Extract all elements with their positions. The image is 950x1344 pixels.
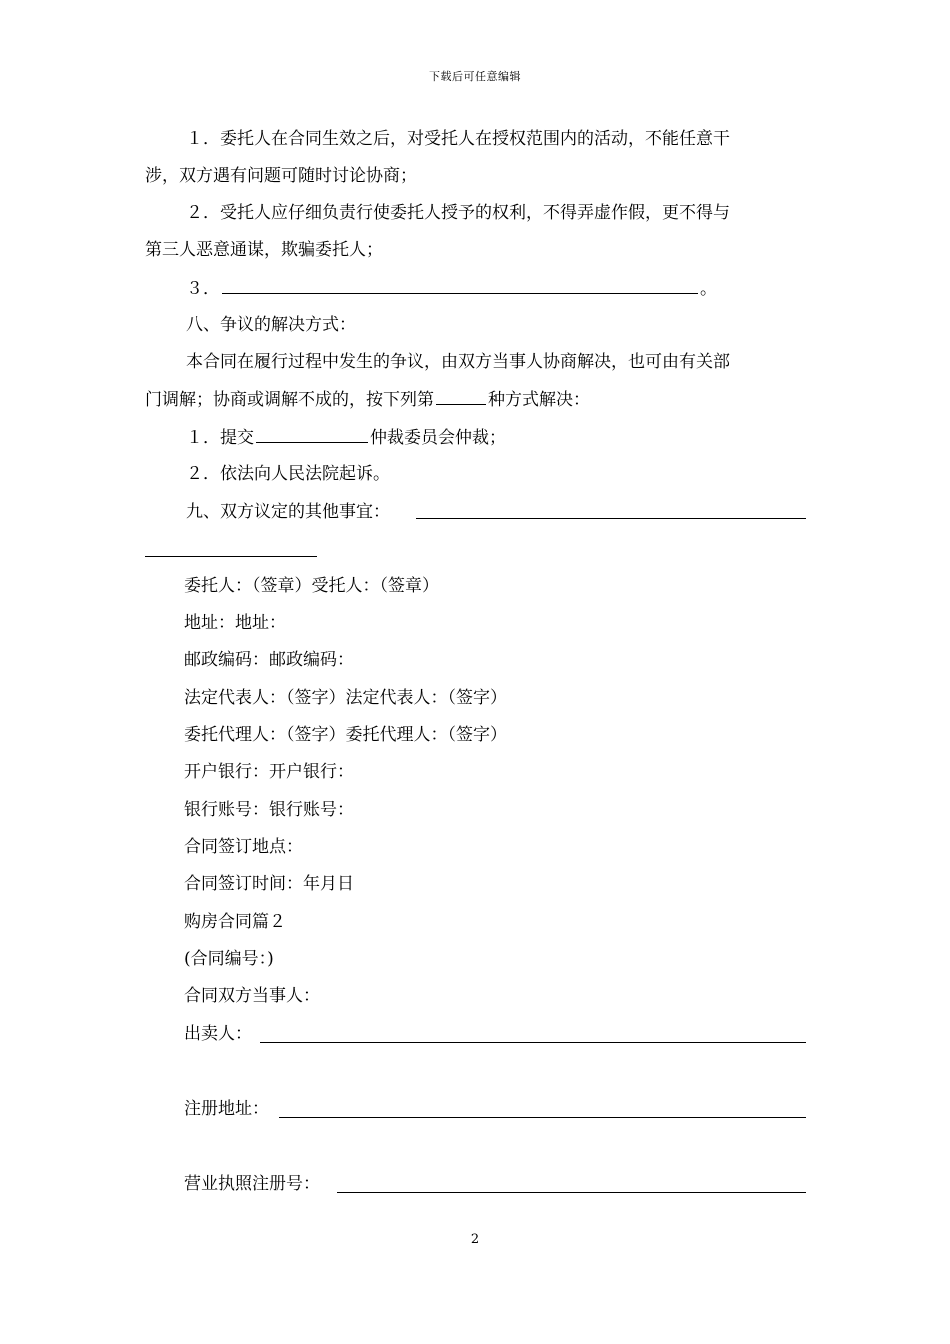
section-8-line-1: 本合同在履行过程中发生的争议，由双方当事人协商解决，也可由有关部 <box>186 352 730 372</box>
clause-1-line-2: 涉，双方遇有问题可随时讨论协商； <box>145 166 417 186</box>
option-1-line <box>186 426 506 449</box>
seller-label: 出卖人： <box>184 1024 252 1044</box>
section-9-blank-line-1[interactable] <box>416 518 806 519</box>
signing-place: 合同签订地点： <box>184 837 303 857</box>
clause-2-line-2: 第三人恶意通谋，欺骗委托人； <box>145 240 383 260</box>
registered-address-blank[interactable] <box>279 1117 806 1118</box>
clause-1-line-1: １．委托人在合同生效之后，对受托人在授权范围内的活动，不能任意干 <box>186 129 730 149</box>
signing-date: 合同签订时间：年月日 <box>184 874 354 894</box>
section-8-line-2 <box>145 388 590 411</box>
option-1-end: 仲裁委员会仲裁； <box>370 428 506 448</box>
clause-3-end: 。 <box>700 279 717 299</box>
signature-line-principal: 委托人：（签章）受托人：（签章） <box>184 576 439 596</box>
section-8-line-2-start: 门调解；协商或调解不成的，按下列第 <box>145 390 434 410</box>
registered-address-label: 注册地址： <box>184 1099 269 1119</box>
signature-line-account: 银行账号：银行账号： <box>184 800 354 820</box>
contract-2-parties: 合同双方当事人： <box>184 986 320 1006</box>
signature-line-postcode: 邮政编码：邮政编码： <box>184 650 354 670</box>
arbitration-committee-blank[interactable] <box>256 426 368 443</box>
signature-line-legal-rep: 法定代表人：（签字）法定代表人：（签字） <box>184 688 507 708</box>
clause-3-number: ３． <box>186 279 220 299</box>
signature-line-bank: 开户银行：开户银行： <box>184 762 354 782</box>
section-8-line-2-end: 种方式解决： <box>488 390 590 410</box>
option-1-start: １．提交 <box>186 428 254 448</box>
clause-3-blank[interactable] <box>222 277 698 294</box>
page-header: 下载后可任意编辑 <box>429 70 521 83</box>
section-8-title: 八、争议的解决方式： <box>186 315 356 335</box>
seller-blank[interactable] <box>260 1042 806 1043</box>
section-9-title: 九、双方议定的其他事宜： <box>186 502 390 522</box>
signature-line-address: 地址：地址： <box>184 613 286 633</box>
contract-2-title: 购房合同篇２ <box>184 912 286 932</box>
license-number-label: 营业执照注册号： <box>184 1174 320 1194</box>
method-number-blank[interactable] <box>436 388 486 405</box>
contract-2-number: (合同编号：) <box>184 949 274 969</box>
license-number-blank[interactable] <box>337 1192 806 1193</box>
section-9-blank-line-2[interactable] <box>145 556 317 557</box>
clause-3-line <box>186 277 717 300</box>
clause-2-line-1: ２．受托人应仔细负责行使委托人授予的权利，不得弄虚作假，更不得与 <box>186 203 730 223</box>
signature-line-agent: 委托代理人：（签字）委托代理人：（签字） <box>184 725 507 745</box>
option-2-line: ２．依法向人民法院起诉。 <box>186 464 390 484</box>
page-number: 2 <box>470 1232 480 1247</box>
